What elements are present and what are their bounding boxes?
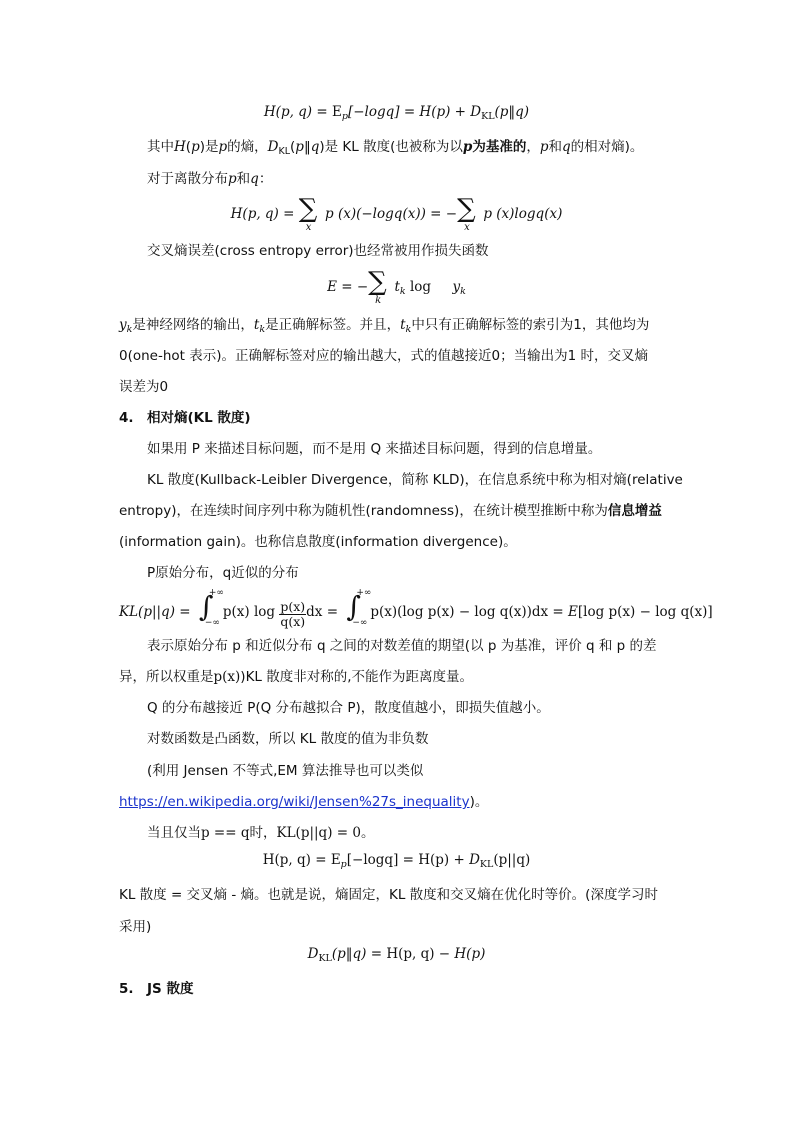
section-heading-js-divergence: 5. JS 散度: [119, 981, 194, 997]
paragraph-q-approaches-p: Q 的分布越接近 P(Q 分布越拟合 P)，散度值越小，即损失值越小。: [147, 700, 550, 716]
section-heading-kl-divergence: 4. 相对熵(KL 散度): [119, 410, 251, 426]
paragraph-kl-names-line2: entropy)，在连续时间序列中称为随机性(randomness)，在统计模型推断中称为信息增益: [119, 503, 662, 519]
paragraph-kl-names-line3: (information gain)。也称信息散度(information divergence)。: [119, 534, 517, 550]
paragraph-jensen: (利用 Jensen 不等式,EM 算法推导也可以类似: [147, 763, 424, 779]
paragraph-log-convex: 对数函数是凸函数，所以 KL 散度的值为非负数: [147, 731, 429, 747]
paragraph-network-output-line3: 误差为0: [119, 379, 169, 395]
paragraph-kl-equals-line2: 采用): [119, 919, 152, 935]
paragraph-kl-equals-line1: KL 散度 = 交叉熵 - 熵。也就是说，熵固定，KL 散度和交叉熵在优化时等价。(深度学习时: [119, 887, 658, 903]
paragraph-kl-meaning-line1: 表示原始分布 p 和近似分布 q 之间的对数差值的期望(以 p 为基准，评价 q 和 p 的差: [147, 638, 657, 654]
equation-cross-entropy-decomposition: H(p, $q) = E_p[-\log q] = H(p)$ + $D_{KL}(p‖q)$: [263, 104, 530, 122]
paragraph-kl-intro: 如果用 P 来描述目标问题，而不是用 Q 来描述目标问题，得到的信息增量。: [147, 441, 602, 457]
paragraph-jensen-link-line: https://en.wikipedia.org/wiki/Jensen%27s_inequality)。: [119, 794, 489, 810]
equation-kl-difference: $D_{KL}(p‖q) = H(p$, q) − H(p): [307, 946, 486, 964]
paragraph-cross-entropy-error: 交叉熵误差(cross entropy error)也经常被用作损失函数: [147, 243, 489, 259]
paragraph-kl-names-line1: KL 散度(Kullback-Leibler Divergence，简称 KLD)，在信息系统中称为相对熵(relative: [147, 472, 683, 488]
paragraph-kl-meaning-line2: 异，所以权重是p(x))KL 散度非对称的,不能作为距离度量。: [119, 669, 474, 685]
equation-cross-entropy-decomposition-2: H(p, $q) = E_p[-\log q] = H(p) + D_{KL}(p||q)$: [262, 852, 531, 870]
jensen-inequality-link[interactable]: https://en.wikipedia.org/wiki/Jensen%27s_inequality: [119, 794, 470, 810]
paragraph-discrete-distribution: 对于离散分布p和q：: [147, 171, 273, 187]
equation-cross-entropy-error: E = − ∑ k $t_k$ log $y_k$: [327, 267, 466, 306]
paragraph-distributions: P原始分布，q近似的分布: [147, 565, 299, 581]
paragraph-entropy-definition: 其中H(p)是p的熵，$D_{KL}(p‖q)$是 KL 散度(也被称为以p为基准的，p和q的相对熵)。: [147, 139, 644, 157]
paragraph-network-output: $y_k$是神经网络的输出，$t_k$是正确解标签。并且，$t_k$中只有正确解标签的索引为1，其他均为: [119, 317, 650, 335]
paragraph-equality-condition: 当且仅当p == q时，KL(p||q) = 0。: [147, 825, 375, 841]
paragraph-network-output-line2: 0(one-hot 表示)。正确解标签对应的输出越大，式的值越接近0；当输出为1 时，交叉熵: [119, 348, 648, 364]
equation-kl-integral: KL(p||q) = ∫ +∞ −∞ p(x) log $\frac{p(x)}{q(x)}$ dx = ∫ +∞ −∞ p(x)(log p(x) − log q(x))dx = E[log p(x) − log q(x)]: [119, 588, 713, 629]
equation-discrete-cross-entropy: H(p, q) = ∑ x p (x)(−logq(x)) = − ∑ x p (x)logq(x): [230, 194, 563, 233]
